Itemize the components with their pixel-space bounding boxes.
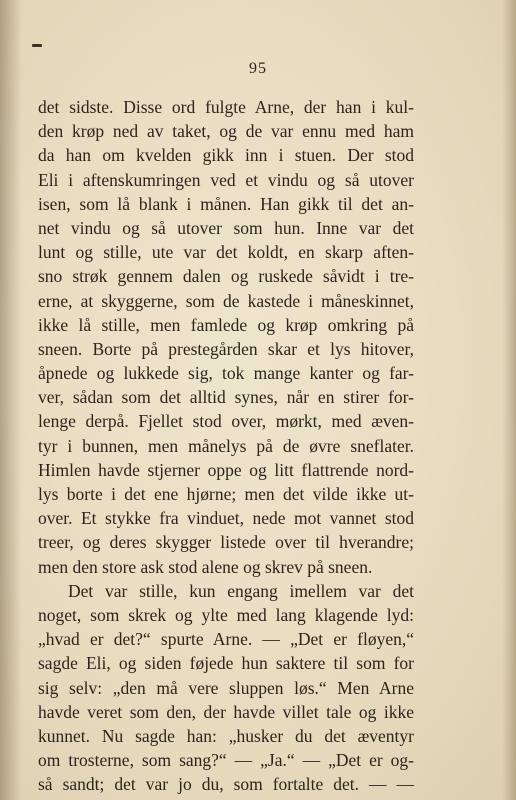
text-line: ver, sådan som det alltid synes, når en stirer for-	[38, 387, 414, 408]
page-number: 95	[249, 60, 267, 77]
text-line: over. Et stykke fra vinduet, nede mot vannet stod	[38, 508, 414, 529]
text-line: så sandt; det var jo du, som fortalte det. — —	[38, 774, 414, 795]
text-line: den krøp ned av taket, og de var ennu med ham	[38, 121, 414, 142]
text-line: sig selv: „den må vere sluppen løs.“ Men Arne	[38, 677, 414, 698]
text-line: om trosterne, som sang?“ — „Ja.“ — „Det er og-	[38, 750, 414, 771]
text-body	[38, 95, 414, 796]
text-line: kunnet. Nu sagde han: „husker du det æventyr	[38, 725, 414, 746]
text-line: sno strøk gennem dalen og ruskede såvidt i tre-	[38, 266, 414, 287]
text-line: Det var stille, kun engang imellem var det	[68, 580, 414, 601]
text-line: lys borte i det ene hjørne; men det vilde ikke ut-	[38, 484, 414, 504]
text-line: net vindu og så utover som hun. Inne var det	[38, 217, 414, 238]
text-line: da han om kvelden gikk inn i stuen. Der stod	[38, 145, 414, 166]
text-line: Himlen havde stjerner oppe og litt flattrende nord-	[38, 459, 414, 480]
text-line: sneen. Borte på prestegården skar et lys hitover,	[38, 338, 414, 359]
text-line: treer, og deres skygger listede over til hverandre;	[38, 532, 414, 553]
text-line: lunt og stille, ute var det koldt, en skarp aften-	[38, 242, 414, 263]
text-line: „hvad er det?“ spurte Arne. — „Det er fløyen,“	[38, 629, 414, 650]
text-line: Eli i aftenskumringen ved et vindu og så utover	[38, 169, 414, 190]
text-line: ikke lå stille, men famlede og krøp omkring på	[38, 314, 414, 335]
text-line: erne, at skyggerne, som de kastede i måneskinnet,	[38, 290, 414, 311]
text-line: det sidste. Disse ord fulgte Arne, der han i kul-	[38, 97, 414, 117]
text-line: havde veret som den, der havde villet tale og ikke	[38, 701, 414, 722]
text-line: lenge derpå. Fjellet stod over, mørkt, med æven-	[38, 411, 414, 432]
text-line: isen, som lå blank i månen. Han gikk til det an-	[38, 193, 414, 214]
text-line: men den store ask stod alene og skrev på sneen.	[38, 556, 373, 577]
text-line: åpnede og lukkede sig, tok mange kanter og far-	[38, 363, 414, 384]
text-line: tyr i bunnen, men månelys på de øvre sneflater.	[38, 435, 414, 456]
page-edge	[502, 0, 516, 800]
text-line: sagde Eli, og siden føjede hun saktere til som for	[38, 653, 414, 674]
gutter-shadow	[0, 0, 22, 800]
text-line: noget, som skrek og ylte med lang klagende lyd:	[38, 604, 414, 625]
ink-mark	[32, 44, 42, 47]
